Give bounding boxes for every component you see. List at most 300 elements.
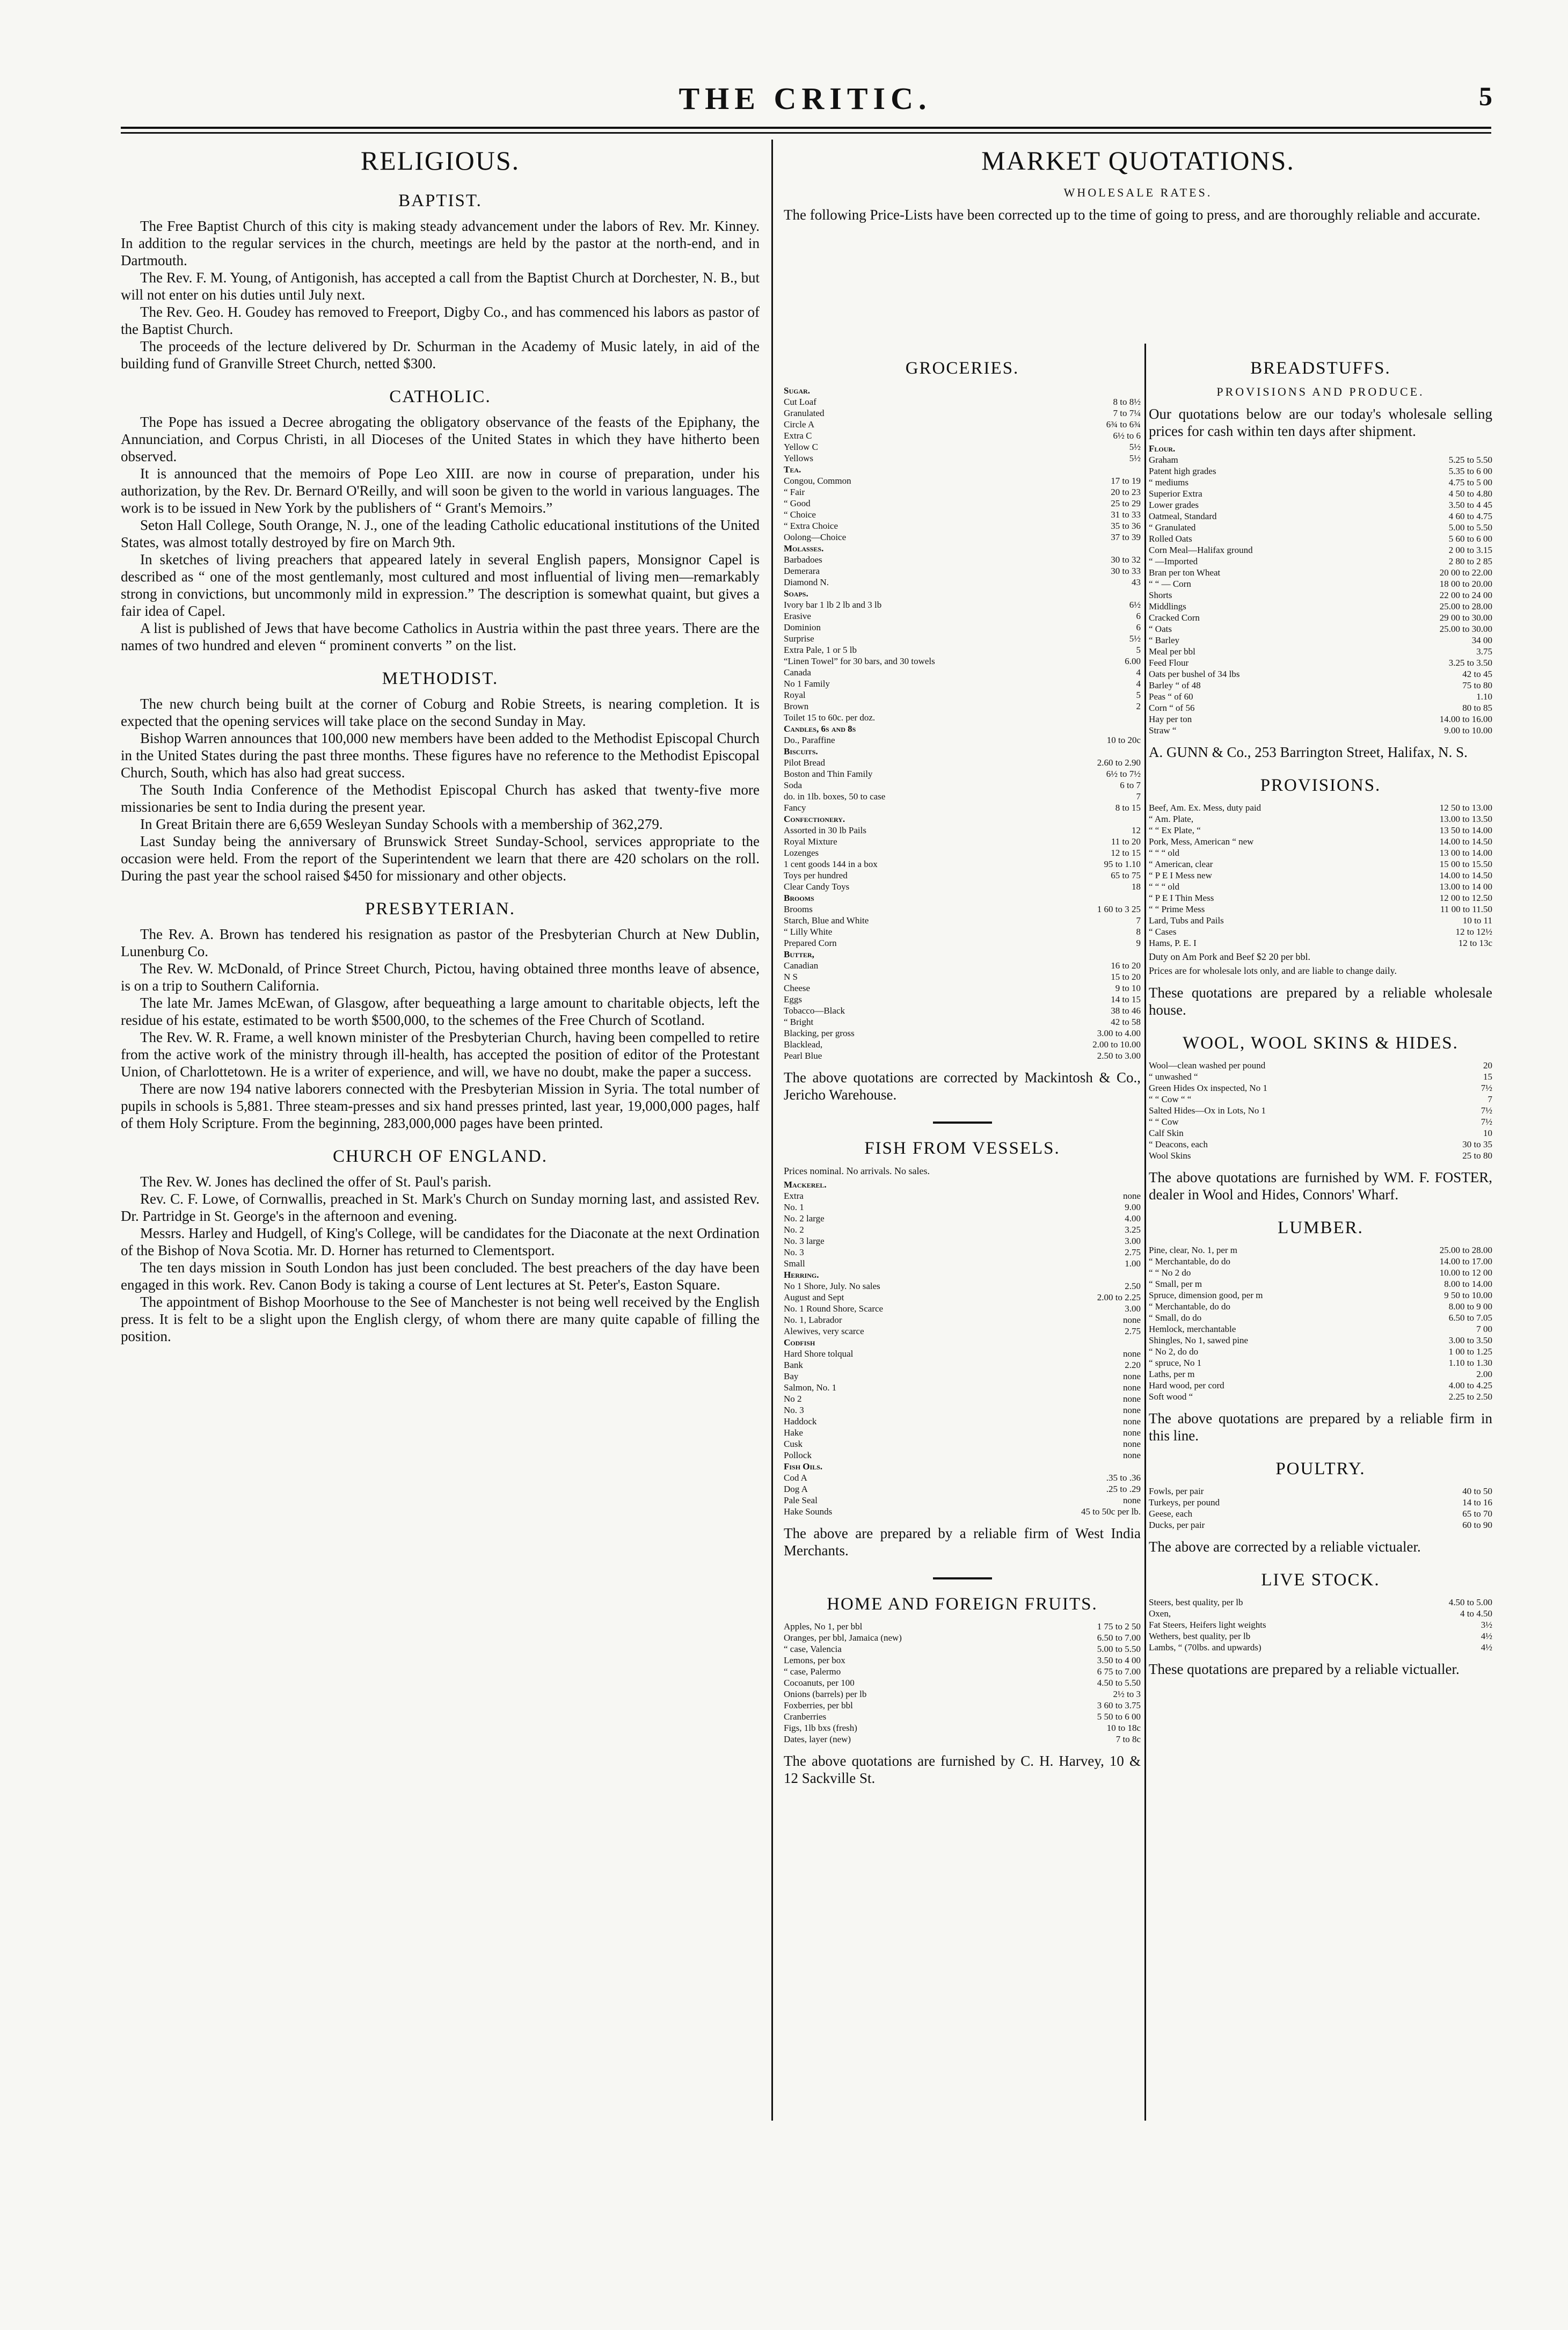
- price-value: 20 to 23: [1111, 487, 1141, 497]
- price-item: “ Oats: [1149, 624, 1172, 634]
- price-item: Hard Shore tolqual: [784, 1349, 854, 1359]
- price-item: Corn Meal—Halifax ground: [1149, 545, 1253, 555]
- price-item: Lemons, per box: [784, 1655, 845, 1665]
- price-row: [784, 577, 1141, 588]
- section-heading: BAPTIST.: [398, 191, 482, 210]
- price-item: Pale Seal: [784, 1495, 818, 1505]
- news-paragraph: The Free Baptist Church of this city is making steady advancement under the labors of Rev. Mr. Kinney. In addition to the regular services in the church, meetings are held by the pastor at the north-end, and in Dartmouth.: [121, 218, 760, 268]
- price-item: Dominion: [784, 622, 821, 632]
- price-value: 8.00 to 9 00: [1448, 1301, 1492, 1312]
- price-value: none: [1122, 1405, 1141, 1415]
- price-item: Dog A: [784, 1484, 808, 1494]
- price-group: Confectionery.: [784, 814, 845, 824]
- price-item: Ivory bar 1 lb 2 lb and 3 lb: [784, 600, 882, 610]
- price-value: 5.35 to 6 00: [1448, 466, 1492, 476]
- price-value: 4: [1136, 667, 1141, 678]
- price-row: [1149, 1608, 1492, 1619]
- price-item: Demerara: [784, 566, 820, 576]
- price-group: Butter,: [784, 949, 814, 959]
- price-value: 4: [1136, 679, 1141, 689]
- price-value: 3 60 to 3.75: [1097, 1700, 1141, 1710]
- price-group: Brooms: [784, 893, 814, 903]
- price-value: 8: [1136, 927, 1141, 937]
- price-item: Pearl Blue: [784, 1051, 822, 1061]
- price-group: Sugar.: [784, 385, 811, 396]
- price-row: [1149, 612, 1492, 623]
- price-value: 65 to 75: [1111, 870, 1141, 880]
- price-row: [1149, 623, 1492, 635]
- price-row: [784, 1404, 1141, 1416]
- price-value: 6¾ to 6¾: [1106, 419, 1141, 429]
- price-list: [1149, 1486, 1492, 1531]
- price-row: [1149, 1256, 1492, 1267]
- price-item: Clear Candy Toys: [784, 882, 850, 892]
- price-group: Soaps.: [784, 588, 808, 599]
- price-row: [784, 1224, 1141, 1235]
- fish-note: Prices nominal. No arrivals. No sales.: [784, 1166, 930, 1176]
- price-row: [784, 1734, 1141, 1745]
- price-item: Erasive: [784, 611, 811, 621]
- price-item: “ spruce, No 1: [1149, 1358, 1202, 1368]
- price-row: [784, 858, 1141, 870]
- price-value: 9.00: [1125, 1202, 1141, 1212]
- price-row: [1149, 454, 1492, 465]
- price-item: Graham: [1149, 455, 1178, 465]
- price-row: [1149, 1290, 1492, 1301]
- price-value: 7 to 8c: [1115, 1734, 1141, 1744]
- price-row: [784, 847, 1141, 858]
- price-value: none: [1122, 1191, 1141, 1201]
- price-group: Candles, 6s and 8s: [784, 724, 856, 734]
- price-row: [1149, 1619, 1492, 1630]
- wool-credit: The above quotations are furnished by WM. F. FOSTER, dealer in Wool and Hides, Connors' Wharf.: [1149, 1169, 1492, 1203]
- price-row: [1149, 1094, 1492, 1105]
- price-value: 25.00 to 30.00: [1439, 624, 1492, 634]
- price-row: [784, 1371, 1141, 1382]
- price-value: 20: [1483, 1060, 1492, 1071]
- price-value: 8 to 15: [1115, 803, 1141, 813]
- price-value: 1 75 to 2 50: [1097, 1621, 1141, 1632]
- price-value: 2: [1136, 701, 1141, 711]
- price-value: 30 to 32: [1111, 555, 1141, 565]
- price-row: [784, 1506, 1141, 1517]
- price-item: Canadian: [784, 960, 819, 971]
- section-heading: PRESBYTERIAN.: [365, 899, 515, 919]
- price-item: Barbadoes: [784, 555, 822, 565]
- price-list: [1149, 454, 1492, 736]
- price-item: Pollock: [784, 1450, 812, 1460]
- price-list: [1149, 1244, 1492, 1402]
- price-row: [784, 520, 1141, 531]
- price-value: 5.00 to 5.50: [1097, 1644, 1141, 1654]
- price-item: “ mediums: [1149, 477, 1189, 487]
- price-value: 45 to 50c per lb.: [1081, 1506, 1141, 1517]
- price-value: 1.00: [1125, 1258, 1141, 1269]
- price-value: 4.50 to 5.00: [1448, 1597, 1492, 1607]
- price-row: [784, 1348, 1141, 1359]
- price-value: 3.25: [1125, 1225, 1141, 1235]
- price-value: 34 00: [1471, 635, 1492, 645]
- price-list: [784, 825, 1141, 892]
- price-value: 10.00 to 12 00: [1439, 1268, 1492, 1278]
- price-item: Boston and Thin Family: [784, 769, 873, 779]
- price-item: “ “ Cow “ “: [1149, 1094, 1192, 1104]
- breadstuffs-subheading: PROVISIONS AND PRODUCE.: [1216, 385, 1425, 398]
- price-item: Onions (barrels) per lb: [784, 1689, 867, 1699]
- price-value: 2.60 to 2.90: [1097, 758, 1141, 768]
- price-row: [784, 1427, 1141, 1438]
- fish-credit: The above are prepared by a reliable firm of West India Merchants.: [784, 1525, 1141, 1559]
- price-value: none: [1122, 1371, 1141, 1381]
- price-value: 3.00 to 3.50: [1448, 1335, 1492, 1345]
- price-item: Figs, 1lb bxs (fresh): [784, 1723, 857, 1733]
- price-item: “ “ Ex Plate, “: [1149, 825, 1201, 835]
- price-value: 6: [1136, 611, 1141, 621]
- price-value: 13.00 to 13.50: [1439, 814, 1492, 824]
- price-row: [784, 982, 1141, 994]
- price-list: [784, 1621, 1141, 1745]
- price-value: 7: [1136, 791, 1141, 802]
- price-value: 95 to 1.10: [1104, 859, 1141, 869]
- price-item: Yellows: [784, 453, 813, 463]
- price-item: Extra C: [784, 431, 812, 441]
- price-value: 3.75: [1476, 646, 1492, 657]
- price-value: 5 50 to 6 00: [1097, 1712, 1141, 1722]
- price-item: Oats per bushel of 34 lbs: [1149, 669, 1240, 679]
- price-item: Foxberries, per bbl: [784, 1700, 853, 1710]
- price-row: [1149, 1380, 1492, 1391]
- price-value: 6½ to 7½: [1106, 769, 1141, 779]
- price-row: [784, 1247, 1141, 1258]
- price-value: none: [1122, 1349, 1141, 1359]
- price-value: .25 to .29: [1106, 1484, 1141, 1494]
- price-item: Straw “: [1149, 725, 1177, 736]
- price-item: Cheese: [784, 983, 811, 993]
- price-item: Pork, Mess, American “ new: [1149, 836, 1254, 847]
- price-item: No. 2 large: [784, 1213, 825, 1224]
- price-value: 5: [1136, 690, 1141, 700]
- price-item: Pine, clear, No. 1, per m: [1149, 1245, 1238, 1255]
- price-value: 13 00 to 14.00: [1439, 848, 1492, 858]
- price-row: [784, 1258, 1141, 1269]
- price-value: 7: [1487, 1094, 1492, 1104]
- price-item: “ case, Valencia: [784, 1644, 842, 1654]
- religious-column: [121, 140, 760, 2126]
- news-paragraph: The late Mr. James McEwan, of Glasgow, after bequeathing a large amount to charitable objects, left the residue of his estate, estimated to be worth $500,000, to the schemes of the Free Church of Scotland.: [121, 995, 760, 1028]
- news-paragraph: Seton Hall College, South Orange, N. J., one of the leading Catholic educational institutions of the United States, was almost totally destroyed by fire on March 9th.: [121, 517, 760, 550]
- price-item: No 1 Family: [784, 679, 830, 689]
- price-value: 75 to 80: [1462, 680, 1492, 690]
- section-heading: CHURCH OF ENGLAND.: [333, 1147, 548, 1166]
- price-item: N S: [784, 972, 798, 982]
- price-item: “ Cases: [1149, 927, 1177, 937]
- price-row: [784, 802, 1141, 813]
- price-list: [784, 475, 1141, 543]
- price-item: Lambs, “ (70lbs. and upwards): [1149, 1642, 1261, 1652]
- price-row: [784, 1722, 1141, 1734]
- price-row: [784, 441, 1141, 453]
- price-row: [784, 531, 1141, 543]
- price-row: [1149, 858, 1492, 870]
- price-group: Molasses.: [784, 543, 824, 554]
- price-row: [1149, 1597, 1492, 1608]
- price-value: 25 to 29: [1111, 498, 1141, 508]
- price-list: [784, 1348, 1141, 1461]
- provisions-note: Duty on Am Pork and Beef $2 20 per bbl.: [1149, 951, 1310, 962]
- price-value: none: [1122, 1495, 1141, 1505]
- price-value: 4.00: [1125, 1213, 1141, 1224]
- header-rule-top: [121, 127, 1491, 129]
- price-row: [784, 1213, 1141, 1224]
- price-item: Soda: [784, 780, 802, 790]
- price-item: Alewives, very scarce: [784, 1326, 864, 1336]
- price-row: [784, 1235, 1141, 1247]
- price-value: 5.00 to 5.50: [1448, 522, 1492, 533]
- price-item: Blacking, per gross: [784, 1028, 855, 1038]
- price-row: [784, 1280, 1141, 1292]
- price-row: [1149, 1391, 1492, 1402]
- price-value: 2.50 to 3.00: [1097, 1051, 1141, 1061]
- price-row: [1149, 1139, 1492, 1150]
- news-paragraph: The proceeds of the lecture delivered by Dr. Schurman in the Academy of Music lately, in aid of the building fund of Granville Street Church, netted $300.: [121, 338, 760, 372]
- price-row: [784, 1359, 1141, 1371]
- price-item: Hake Sounds: [784, 1506, 833, 1517]
- price-list: [1149, 1060, 1492, 1161]
- price-item: Tobacco—Black: [784, 1006, 845, 1016]
- price-item: Spruce, dimension good, per m: [1149, 1290, 1263, 1300]
- price-row: [784, 881, 1141, 892]
- price-value: 3½: [1481, 1620, 1492, 1630]
- price-row: [784, 870, 1141, 881]
- price-value: .35 to .36: [1106, 1473, 1141, 1483]
- price-item: Superior Extra: [1149, 489, 1202, 499]
- price-row: [784, 926, 1141, 937]
- price-value: 5½: [1129, 453, 1141, 463]
- price-row: [1149, 725, 1492, 736]
- price-item: “ Bright: [784, 1017, 814, 1027]
- price-item: Oolong—Choice: [784, 532, 847, 542]
- price-row: [784, 1016, 1141, 1028]
- price-item: Salted Hides—Ox in Lots, No 1: [1149, 1105, 1266, 1116]
- price-value: 38 to 46: [1111, 1006, 1141, 1016]
- poultry-heading: POULTRY.: [1275, 1459, 1366, 1479]
- price-row: [784, 1483, 1141, 1495]
- price-item: Shingles, No 1, sawed pine: [1149, 1335, 1249, 1345]
- market-column: [784, 344, 1141, 2330]
- price-item: “ Extra Choice: [784, 521, 838, 531]
- price-value: 7½: [1481, 1083, 1492, 1093]
- price-value: 37 to 39: [1111, 532, 1141, 542]
- price-item: Ducks, per pair: [1149, 1520, 1205, 1530]
- price-group: Biscuits.: [784, 746, 818, 756]
- price-item: No. 1: [784, 1202, 804, 1212]
- price-row: [1149, 635, 1492, 646]
- price-item: Surprise: [784, 634, 814, 644]
- price-value: 14.00 to 16.00: [1439, 714, 1492, 724]
- price-row: [1149, 892, 1492, 904]
- livestock-heading: LIVE STOCK.: [1261, 1570, 1380, 1590]
- price-value: 4.75 to 5 00: [1448, 477, 1492, 487]
- price-value: 1 60 to 3 25: [1097, 904, 1141, 914]
- header-rule-bottom: [121, 132, 1491, 134]
- price-value: 35 to 36: [1111, 521, 1141, 531]
- price-item: Cusk: [784, 1439, 803, 1449]
- price-item: Rolled Oats: [1149, 534, 1192, 544]
- price-item: “ “ Prime Mess: [1149, 904, 1205, 914]
- news-paragraph: In sketches of living preachers that appeared lately in several English papers, Monsignor Capel is described as “ one of the most gentlemanly, most cultured and most influential of living men—remarkably strong in convictions, but uncommonly mild in expression.” The description is somewhat quaint, but gives a fair idea of Capel.: [121, 551, 760, 619]
- price-row: [1149, 802, 1492, 813]
- price-value: 4½: [1481, 1631, 1492, 1641]
- poultry-credit: The above are corrected by a reliable victualer.: [1149, 1539, 1421, 1555]
- price-value: 11 to 20: [1111, 836, 1141, 847]
- breadstuffs-intro: Our quotations below are our today's wholesale selling prices for cash within ten days after shipment.: [1149, 406, 1492, 439]
- price-value: 15 to 20: [1111, 972, 1141, 982]
- price-item: Oxen,: [1149, 1608, 1171, 1619]
- price-value: 29 00 to 30.00: [1439, 613, 1492, 623]
- breadstuffs-credit: A. GUNN & Co., 253 Barrington Street, Halifax, N. S.: [1149, 744, 1468, 760]
- price-item: Cod A: [784, 1473, 807, 1483]
- price-row: [1149, 1357, 1492, 1368]
- divider: [933, 1122, 992, 1124]
- price-item: Oranges, per bbl, Jamaica (new): [784, 1633, 902, 1643]
- price-row: [784, 509, 1141, 520]
- price-item: Toys per hundred: [784, 870, 848, 880]
- price-item: Cut Loaf: [784, 397, 816, 407]
- price-row: [1149, 1116, 1492, 1127]
- price-row: [784, 712, 1141, 723]
- market-subheading: WHOLESALE RATES.: [1063, 186, 1213, 199]
- price-value: 14.00 to 17.00: [1439, 1256, 1492, 1266]
- price-value: 25.00 to 28.00: [1439, 1245, 1492, 1255]
- price-item: “ “ No 2 do: [1149, 1268, 1191, 1278]
- price-row: [784, 1438, 1141, 1450]
- news-paragraph: The Rev. F. M. Young, of Antigonish, has accepted a call from the Baptist Church at Dorchester, N. B., but will not enter on his duties until July next.: [121, 270, 760, 303]
- price-item: Oatmeal, Standard: [1149, 511, 1217, 521]
- price-row: [784, 734, 1141, 746]
- price-row: [1149, 881, 1492, 892]
- price-row: [784, 1039, 1141, 1050]
- price-item: Lard, Tubs and Pails: [1149, 915, 1224, 926]
- price-list: [784, 1472, 1141, 1517]
- price-item: Blacklead,: [784, 1039, 823, 1050]
- price-value: 2 80 to 2 85: [1448, 556, 1492, 566]
- price-row: [1149, 1150, 1492, 1161]
- price-item: Beef, Am. Ex. Mess, duty paid: [1149, 803, 1261, 813]
- price-item: Toilet 15 to 60c. per doz.: [784, 712, 876, 723]
- price-row: [1149, 825, 1492, 836]
- price-value: 9 50 to 10.00: [1444, 1290, 1492, 1300]
- price-row: [784, 937, 1141, 949]
- price-item: No. 3 large: [784, 1236, 825, 1246]
- news-paragraph: There are now 194 native laborers connected with the Presbyterian Mission in Syria. The total number of pupils in schools is 5,881. Three steam-presses and six hand presses printed, last year, 19,000,000 pages, half of them Holy Scripture. From the beginning, 283,000,000 pages have been printed.: [121, 1081, 760, 1131]
- price-item: Yellow C: [784, 442, 818, 452]
- price-row: [1149, 691, 1492, 702]
- price-item: Dates, layer (new): [784, 1734, 851, 1744]
- price-value: 12 to 13c: [1458, 938, 1492, 948]
- price-row: [784, 419, 1141, 430]
- price-row: [784, 1202, 1141, 1213]
- price-item: “ “ Cow: [1149, 1117, 1179, 1127]
- news-paragraph: The South India Conference of the Methodist Episcopal Church has asked that twenty-five more missionaries be sent to India during the present year.: [121, 782, 760, 815]
- groceries-credit: The above quotations are corrected by Mackintosh & Co., Jericho Warehouse.: [784, 1069, 1141, 1103]
- price-item: Calf Skin: [1149, 1128, 1184, 1138]
- price-row: [1149, 680, 1492, 691]
- price-item: “ P E I Mess new: [1149, 870, 1212, 880]
- price-row: [784, 1472, 1141, 1483]
- section-heading: METHODIST.: [382, 669, 499, 688]
- price-value: 15: [1483, 1072, 1492, 1082]
- price-row: [784, 1655, 1141, 1666]
- price-value: 17 to 19: [1111, 476, 1141, 486]
- price-value: 5½: [1129, 442, 1141, 452]
- price-row: [1149, 556, 1492, 567]
- price-value: [1137, 712, 1141, 723]
- price-item: Canada: [784, 667, 811, 678]
- price-value: 12 to 12½: [1455, 927, 1492, 937]
- price-row: [784, 475, 1141, 486]
- news-paragraph: Last Sunday being the anniversary of Brunswick Street Sunday-School, services appropriate to the occasion were held. From the report of the Superintendent we learn that there are 420 scholars on the roll. During the past year the school raised $450 for missionary and other objects.: [121, 833, 760, 884]
- price-row: [1149, 713, 1492, 725]
- price-value: 7½: [1481, 1117, 1492, 1127]
- price-row: [784, 486, 1141, 498]
- price-row: [784, 633, 1141, 644]
- price-item: No. 3: [784, 1247, 804, 1257]
- price-item: “ “ — Corn: [1149, 579, 1191, 589]
- price-row: [784, 689, 1141, 701]
- price-row: [1149, 937, 1492, 949]
- price-value: 13 50 to 14.00: [1439, 825, 1492, 835]
- breadstuffs-heading: BREADSTUFFS.: [1250, 359, 1391, 378]
- price-list: [784, 904, 1141, 949]
- price-item: Assorted in 30 lb Pails: [784, 825, 866, 835]
- price-list: [784, 396, 1141, 464]
- price-row: [1149, 702, 1492, 713]
- price-item: “ Lilly White: [784, 927, 833, 937]
- price-list: [784, 757, 1141, 813]
- price-group: Mackerel.: [784, 1179, 827, 1190]
- price-item: “ P E I Thin Mess: [1149, 893, 1214, 903]
- price-value: 6½ to 6: [1113, 431, 1141, 441]
- price-value: 3.50 to 4 45: [1448, 500, 1492, 510]
- price-item: Soft wood “: [1149, 1392, 1193, 1402]
- price-item: Cranberries: [784, 1712, 827, 1722]
- price-row: [1149, 1071, 1492, 1082]
- price-list: [1149, 802, 1492, 949]
- price-value: none: [1122, 1428, 1141, 1438]
- price-row: [784, 1050, 1141, 1061]
- lumber-heading: LUMBER.: [1278, 1218, 1363, 1237]
- provisions-note: Prices are for wholesale lots only, and are liable to change daily.: [1149, 965, 1397, 976]
- price-value: 30 to 33: [1111, 566, 1141, 576]
- price-row: [784, 678, 1141, 689]
- price-item: “ Granulated: [1149, 522, 1196, 533]
- price-row: [784, 667, 1141, 678]
- price-item: Meal per bbl: [1149, 646, 1195, 657]
- page-header: [118, 81, 1492, 123]
- price-row: [1149, 1486, 1492, 1497]
- price-value: 11 00 to 11.50: [1440, 904, 1492, 914]
- provisions-heading: PROVISIONS.: [1260, 776, 1381, 795]
- price-row: [784, 1382, 1141, 1393]
- price-item: “ Fair: [784, 487, 805, 497]
- price-item: “ Small, do do: [1149, 1313, 1202, 1323]
- price-item: Green Hides Ox inspected, No 1: [1149, 1083, 1267, 1093]
- price-item: Apples, No 1, per bbl: [784, 1621, 863, 1632]
- price-row: [1149, 870, 1492, 881]
- price-value: 10 to 18c: [1106, 1723, 1141, 1733]
- price-value: 9: [1136, 938, 1141, 948]
- price-item: Laths, per m: [1149, 1369, 1195, 1379]
